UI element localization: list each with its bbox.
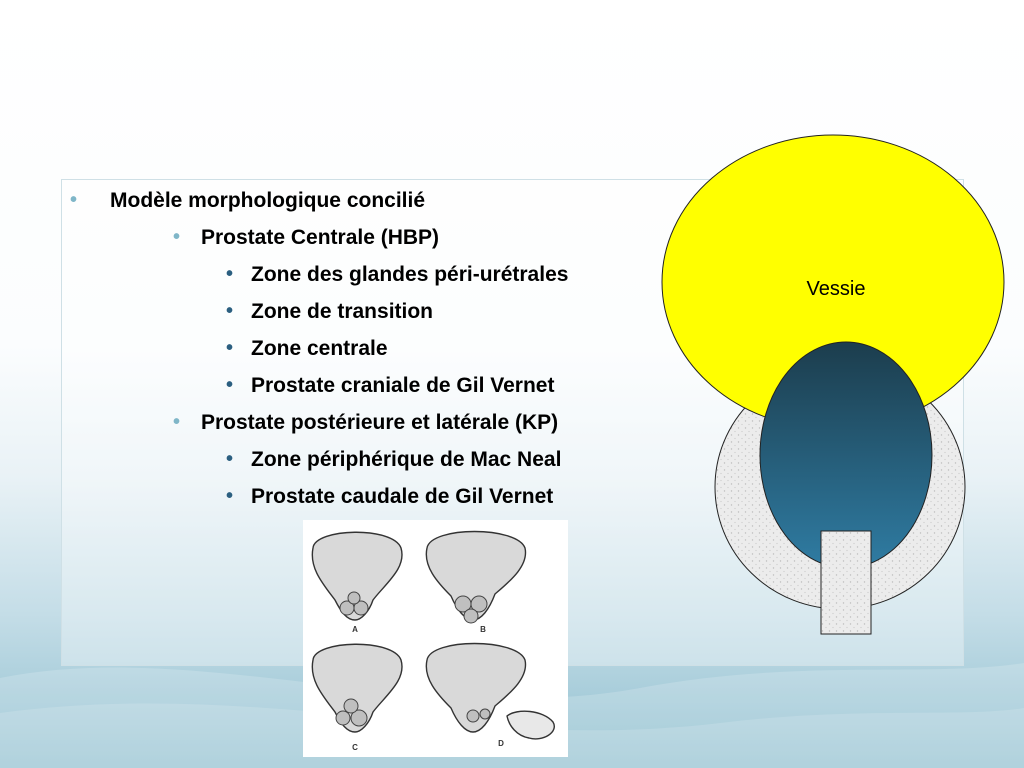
bullet-text: Modèle morphologique concilié <box>110 189 426 212</box>
bullet-text: Zone centrale <box>251 337 388 360</box>
panel-label-d: D <box>498 739 504 748</box>
bullet-item-level-2 <box>70 404 568 441</box>
bullet-text: Prostate craniale de Gil Vernet <box>251 374 555 397</box>
bullet-item-level-1 <box>70 182 568 219</box>
bullet-item-level-2 <box>70 219 568 256</box>
bullet-item-level-3 <box>70 478 568 515</box>
bullet-dot-icon: • <box>70 189 78 211</box>
bullet-dot-icon: • <box>226 374 234 396</box>
bullet-item-level-3 <box>70 256 568 293</box>
bullet-dot-icon: • <box>226 263 234 285</box>
bullet-item-level-3 <box>70 330 568 367</box>
bullet-dot-icon: • <box>173 411 181 433</box>
bullet-dot-icon: • <box>226 300 234 322</box>
bullet-text: Zone des glandes péri-urétrales <box>251 263 569 286</box>
bullet-dot-icon: • <box>226 337 234 359</box>
panel-label-c: C <box>352 743 358 752</box>
bullet-text: Zone périphérique de Mac Neal <box>251 448 562 471</box>
bullet-dot-icon: • <box>173 226 181 248</box>
bullet-text: Zone de transition <box>251 300 434 323</box>
bullet-item-level-3 <box>70 441 568 478</box>
bullet-dot-icon: • <box>226 448 234 470</box>
anatomy-illustration <box>303 520 568 757</box>
bullet-item-level-3 <box>70 293 568 330</box>
panel-label-b: B <box>480 625 486 634</box>
bullet-item-level-3 <box>70 367 568 404</box>
panel-label-a: A <box>352 625 358 634</box>
urethra-segment <box>821 531 871 634</box>
prostate-diagram <box>660 132 1010 640</box>
bullet-text: Prostate postérieure et latérale (KP) <box>201 411 559 434</box>
bladder-label: Vessie <box>806 278 866 300</box>
bullet-dot-icon: • <box>226 485 234 507</box>
bullet-text: Prostate caudale de Gil Vernet <box>251 485 554 508</box>
bullet-text: Prostate Centrale (HBP) <box>201 226 440 249</box>
bullet-list <box>70 182 568 515</box>
